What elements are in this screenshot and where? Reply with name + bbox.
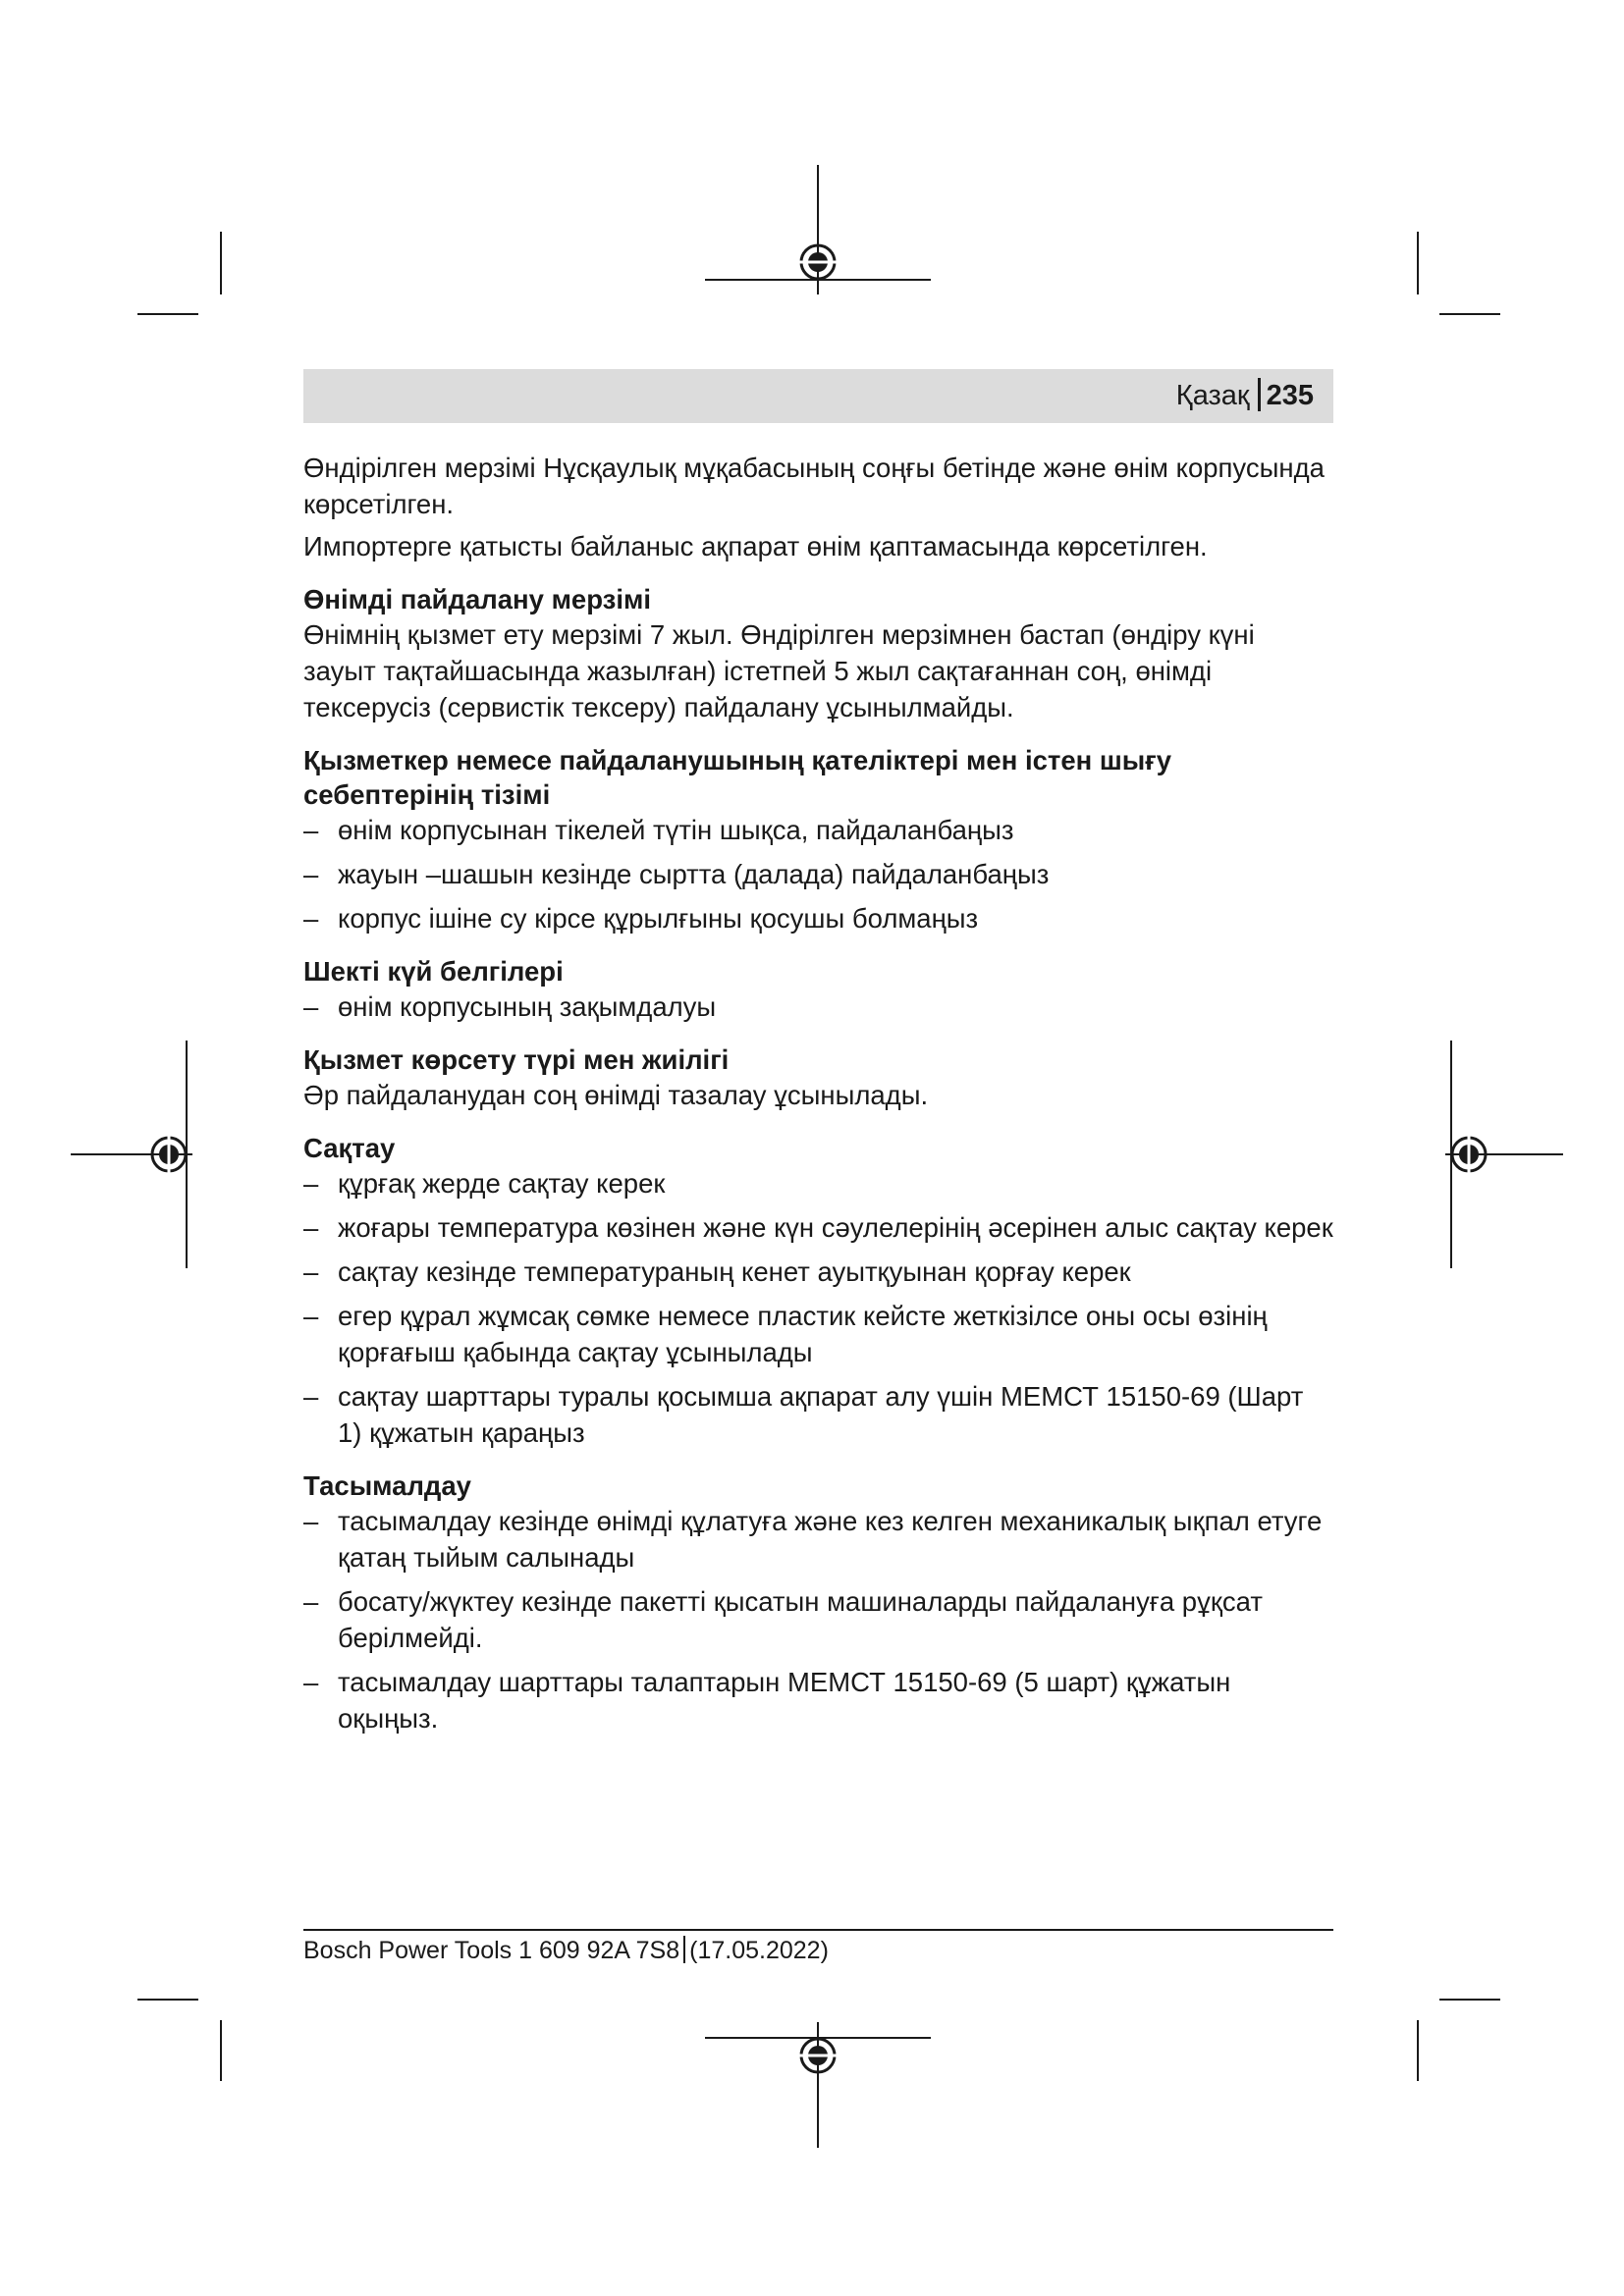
header-language: Қазақ xyxy=(1175,380,1250,411)
manufacture-date-text: Өндірілген мерзімі Нұсқаулық мұқабасының соңғы бетінде және өнім корпусында көрсетілген. xyxy=(303,453,1325,519)
limit-state-section xyxy=(303,954,1333,1025)
maintenance-section xyxy=(303,1042,1333,1113)
list-item: – босату/жүктеу кезінде пакетті қысатын машиналарды пайдалануға рұқсат берілмейді. xyxy=(303,1583,1333,1656)
header-text xyxy=(1176,369,1314,423)
list-item: – тасымалдау кезінде өнімді құлатуға және кез келген механикалық ықпал етуге қатаң тыйым салынады xyxy=(303,1503,1333,1575)
page-footer xyxy=(303,1934,829,1967)
list-item: – сақтау кезінде температураның кенет ауытқуынан қорғау керек xyxy=(303,1254,1333,1290)
storage-list xyxy=(303,1165,1333,1451)
footer-date: (17.05.2022) xyxy=(689,1937,829,1964)
page-number: 235 xyxy=(1266,380,1314,411)
importer-info-text: Импортерге қатысты байланыс ақпарат өнім қаптамасында көрсетілген. xyxy=(303,531,1208,561)
service-life-text: Өнімнің қызмет ету мерзімі 7 жыл. Өндірілген мерзімнен бастап (өндіру күні зауыт тақтайшасында жазылған) істетпей 5 жыл сақтағаннан соң, өнімді тексерусіз (сервистік тексеру) пайдалану ұсынылмайды. xyxy=(303,619,1255,722)
errors-heading: Қызметкер немесе пайдаланушының қателіктері мен істен шығу себептерінің тізімі xyxy=(303,745,1172,810)
footer-separator xyxy=(683,1936,685,1963)
errors-section xyxy=(303,743,1333,936)
service-life-section xyxy=(303,582,1333,725)
transport-heading: Тасымалдау xyxy=(303,1470,471,1501)
page-content xyxy=(303,450,1333,1744)
list-item: – егер құрал жұмсақ сөмке немесе пластик кейсте жеткізілсе оны осы өзінің қорғағыш қабында сақтау ұсынылады xyxy=(303,1298,1333,1370)
list-item: – сақтау шарттары туралы қосымша ақпарат алу үшін МЕМСТ 15150-69 (Шарт 1) құжатын қараңыз xyxy=(303,1378,1333,1451)
list-item: – өнім корпусынан тікелей түтін шықса, пайдаланбаңыз xyxy=(303,812,1333,848)
footer-rule xyxy=(303,1929,1333,1931)
list-item: – құрғақ жерде сақтау керек xyxy=(303,1165,1333,1201)
page-header xyxy=(303,369,1333,423)
list-item: – өнім корпусының зақымдалуы xyxy=(303,988,1333,1025)
list-item: – тасымалдау шарттары талаптарын МЕМСТ 15150-69 (5 шарт) құжатын оқыңыз. xyxy=(303,1664,1333,1736)
limit-state-heading: Шекті күй белгілері xyxy=(303,956,564,987)
maintenance-heading: Қызмет көрсету түрі мен жиілігі xyxy=(303,1044,730,1075)
storage-section xyxy=(303,1131,1333,1451)
service-life-heading: Өнімді пайдалану мерзімі xyxy=(303,584,651,614)
header-separator xyxy=(1258,378,1261,411)
transport-list xyxy=(303,1503,1333,1736)
list-item: – жоғары температура көзінен және күн сәулелерінің әсерінен алыс сақтау керек xyxy=(303,1209,1333,1246)
footer-doc-id: Bosch Power Tools 1 609 92A 7S8 xyxy=(303,1937,680,1964)
list-item: – жауын –шашын кезінде сыртта (далада) пайдаланбаңыз xyxy=(303,856,1333,892)
limit-state-list xyxy=(303,988,1333,1025)
maintenance-text: Әр пайдаланудан соң өнімді тазалау ұсынылады. xyxy=(303,1080,929,1110)
errors-list xyxy=(303,812,1333,936)
storage-heading: Сақтау xyxy=(303,1133,396,1163)
list-item: – корпус ішіне су кірсе құрылғыны қосушы болмаңыз xyxy=(303,900,1333,936)
transport-section xyxy=(303,1468,1333,1736)
